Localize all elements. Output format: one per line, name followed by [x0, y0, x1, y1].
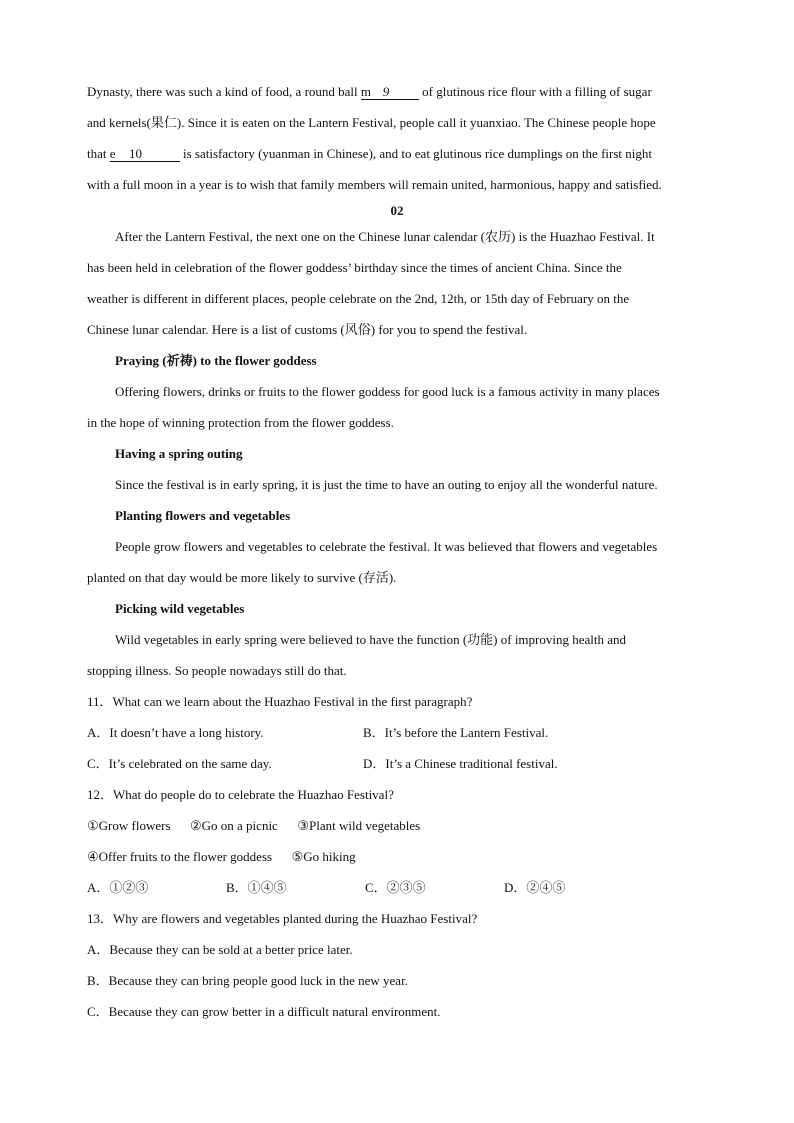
passage2-p5-line2: stopping illness. So people nowadays still do that. — [87, 663, 347, 678]
heading-praying: Praying (祈祷) to the flower goddess — [115, 353, 317, 368]
heading-planting: Planting flowers and vegetables — [115, 508, 291, 523]
passage1-line2: and kernels(果仁). Since it is eaten on the Lantern Festival, people call it yuanxiao. The Chinese people hope — [87, 115, 656, 130]
passage2-p1-line2: has been held in celebration of the flower goddess’ birthday since the times of ancient China. Since the — [87, 260, 622, 275]
question-13-option-a[interactable]: A．Because they can be sold at a better price later. — [87, 942, 353, 957]
text: Dynasty, there was such a kind of food, a round ball — [87, 84, 361, 99]
passage2-p5-line1: Wild vegetables in early spring were believed to have the function (功能) of improving health and — [115, 632, 627, 647]
question-12-stem: 12．What do people do to celebrate the Huazhao Festival? — [87, 787, 394, 802]
passage1-line1 — [87, 76, 707, 107]
question-12-option-d[interactable]: D．②④⑤ — [504, 880, 566, 895]
question-13-stem: 13．Why are flowers and vegetables planted during the Huazhao Festival? — [87, 911, 478, 926]
passage1-line4: with a full moon in a year is to wish that family members will remain united, harmonious, happy and satisfied. — [87, 177, 662, 192]
passage1-line3 — [87, 138, 707, 169]
passage2-p3: Since the festival is in early spring, it is just the time to have an outing to enjoy all the wonderful nature. — [115, 477, 658, 492]
heading-spring-outing: Having a spring outing — [115, 446, 243, 461]
question-13-option-b[interactable]: B．Because they can bring people good luck in the new year. — [87, 973, 408, 988]
question-11-options-row1 — [87, 717, 707, 748]
passage2-p1-line1: After the Lantern Festival, the next one on the Chinese lunar calendar (农历) is the Huazhao Festival. It — [115, 229, 655, 244]
heading-picking: Picking wild vegetables — [115, 601, 245, 616]
text: is satisfactory (yuanman in Chinese), and to eat glutinous rice dumplings on the first night — [179, 146, 652, 161]
question-13-option-c[interactable]: C．Because they can grow better in a difficult natural environment. — [87, 1004, 441, 1019]
question-11-stem: 11．What can we learn about the Huazhao Festival in the first paragraph? — [87, 694, 473, 709]
question-11-option-c[interactable]: C．It’s celebrated on the same day. — [87, 756, 272, 771]
document-page — [87, 76, 707, 1027]
question-12-options — [87, 872, 707, 903]
text: of glutinous rice flour with a filling of sugar — [418, 84, 652, 99]
question-11-option-d[interactable]: D．It’s a Chinese traditional festival. — [363, 756, 558, 771]
passage2-p2-line1: Offering flowers, drinks or fruits to the flower goddess for good luck is a famous activity in many places — [115, 384, 660, 399]
text: that — [87, 146, 110, 161]
question-12-items-line2: ④Offer fruits to the flower goddess ⑤Go hiking — [87, 849, 356, 864]
section-number: 02 — [390, 203, 404, 218]
passage2-p1-line4: Chinese lunar calendar. Here is a list of customs (风俗) for you to spend the festival. — [87, 322, 528, 337]
passage2-p4-line2: planted on that day would be more likely to survive (存活). — [87, 570, 397, 585]
question-11-option-b[interactable]: B．It’s before the Lantern Festival. — [363, 725, 549, 740]
question-12-option-a[interactable]: A．①②③ — [87, 880, 149, 895]
question-12-option-b[interactable]: B．①④⑤ — [226, 880, 287, 895]
passage2-p4-line1: People grow flowers and vegetables to celebrate the festival. It was believed that flowers and vegetables — [115, 539, 658, 554]
question-11-options-row2 — [87, 748, 707, 779]
question-11-option-a[interactable]: A．It doesn’t have a long history. — [87, 725, 264, 740]
question-12-items-line1: ①Grow flowers ②Go on a picnic ③Plant wild vegetables — [87, 818, 421, 833]
passage2-p2-line2: in the hope of winning protection from the flower goddess. — [87, 415, 394, 430]
blank-10 — [110, 146, 180, 162]
blank-10-number: 10 — [129, 146, 143, 161]
question-12-option-c[interactable]: C．②③⑤ — [365, 880, 426, 895]
passage2-p1-line3: weather is different in different places, people celebrate on the 2nd, 12th, or 15th day of February on the — [87, 291, 630, 306]
blank-9-number: 9 — [382, 84, 390, 99]
blank-10-letter: e — [109, 146, 116, 161]
blank-9-letter: m — [360, 84, 372, 99]
blank-9 — [361, 84, 419, 100]
